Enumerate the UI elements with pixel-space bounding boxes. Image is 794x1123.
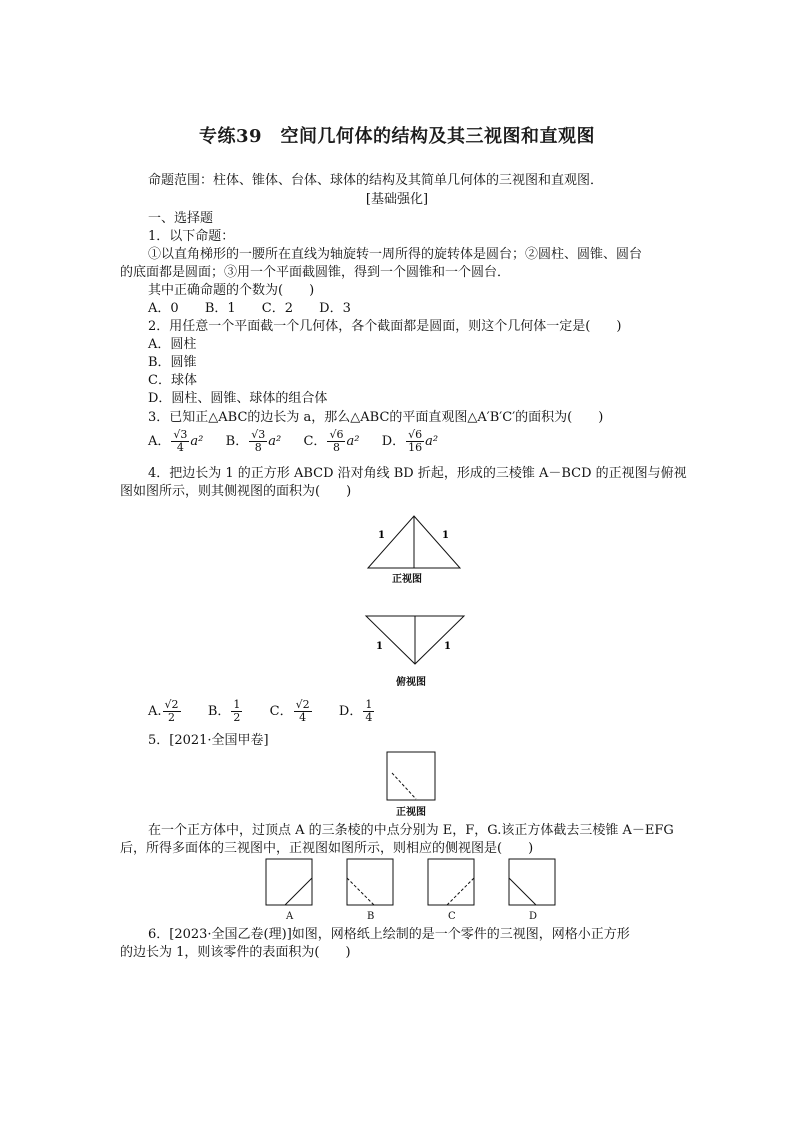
q4-option-c[interactable]: C． $\frac{√2}{4}$ bbox=[269, 698, 310, 724]
q4-option-d[interactable]: D． $\frac{1}{4}$ bbox=[338, 698, 373, 724]
q3-stem: 3．已知正△ABC的边长为 a，那么△ABC的平面直观图△A′B′C′的面积为( ) bbox=[148, 410, 604, 425]
q5-choice-a-figure[interactable] bbox=[265, 858, 315, 908]
q1-option-b[interactable]: B．1 bbox=[204, 301, 236, 316]
q1-line2: 的底面都是圆面；③用一个平面截圆锥，得到一个圆锥和一个圆台． bbox=[120, 265, 511, 280]
q1-options bbox=[148, 300, 373, 318]
q4-line1: 4．把边长为 1 的正方形 ABCD 沿对角线 BD 折起，形成的三棱锥 A－BCD 的正视图与俯视 bbox=[148, 466, 687, 481]
q1-line3: 其中正确命题的个数为( ) bbox=[148, 283, 315, 298]
front-view-edge-left-label: 1 bbox=[378, 530, 385, 541]
q2-stem: 2．用任意一个平面截一个几何体，各个截面都是圆面，则这个几何体一定是( ) bbox=[148, 319, 622, 334]
q5-choice-d-figure[interactable] bbox=[508, 858, 558, 908]
q5-stem: 5．[2021·全国甲卷] bbox=[148, 733, 269, 748]
q5-line1: 在一个正方体中，过顶点 A 的三条棱的中点分别为 E，F，G.该正方体截去三棱锥 A－EFG bbox=[148, 823, 674, 838]
q5-front-square bbox=[387, 752, 435, 800]
q1-stem: 1．以下命题： bbox=[148, 229, 235, 244]
q1-line1: ①以直角梯形的一腰所在直线为轴旋转一周所得的旋转体是圆台；②圆柱、圆锥、圆台 bbox=[148, 247, 643, 262]
q3-option-c[interactable]: C． $\frac{√6}{8}$ a² bbox=[303, 428, 360, 454]
q4-line2: 图如图所示，则其侧视图的面积为( ) bbox=[120, 484, 352, 499]
q1-option-c[interactable]: C．2 bbox=[261, 301, 293, 316]
q4-top-view-caption: 俯视图 bbox=[396, 677, 426, 688]
top-view-edge-right-label: 1 bbox=[444, 641, 451, 652]
q5-choice-b-figure[interactable] bbox=[346, 858, 396, 908]
q5-choice-b-label[interactable]: B bbox=[367, 911, 375, 922]
q5-choice-c-label[interactable]: C bbox=[448, 911, 456, 922]
q6-line1: 6．[2023·全国乙卷(理)]如图，网格纸上绘制的是一个零件的三视图，网格小正方形 bbox=[148, 927, 630, 942]
q3-options bbox=[148, 428, 438, 456]
q1-option-a[interactable]: A．0 bbox=[148, 301, 179, 316]
q4-option-b[interactable]: B． $\frac{1}{2}$ bbox=[207, 698, 241, 724]
q2-option-d[interactable]: D．圆柱、圆锥、球体的组合体 bbox=[148, 391, 328, 406]
top-view-edge-left-label: 1 bbox=[376, 641, 383, 652]
q5-choice-c-figure[interactable] bbox=[427, 858, 477, 908]
section-tag: [基础强化] bbox=[365, 192, 429, 207]
q2-option-c[interactable]: C．球体 bbox=[148, 373, 197, 388]
q3-option-a[interactable]: A． $\frac{√3}{4}$ a² bbox=[148, 428, 204, 454]
scope-text: 命题范围：柱体、锥体、台体、球体的结构及其简单几何体的三视图和直观图． bbox=[148, 173, 604, 188]
q4-options bbox=[148, 694, 375, 730]
q2-option-a[interactable]: A．圆柱 bbox=[148, 337, 197, 352]
q4-option-a[interactable]: A. $\frac{√2}{2}$ bbox=[148, 698, 179, 724]
q3-option-d[interactable]: D． $\frac{√6}{16}$ a² bbox=[381, 428, 439, 454]
q3-option-b[interactable]: B． $\frac{√3}{8}$ a² bbox=[225, 428, 282, 454]
q6-line2: 的边长为 1，则该零件的表面积为( ) bbox=[120, 945, 351, 960]
page-title: 专练39 空间几何体的结构及其三视图和直观图 bbox=[198, 126, 596, 147]
q4-top-view-figure bbox=[360, 610, 470, 672]
q5-choice-d-label[interactable]: D bbox=[529, 911, 538, 922]
q4-front-view-caption: 正视图 bbox=[392, 574, 422, 585]
q2-option-b[interactable]: B．圆锥 bbox=[148, 355, 197, 370]
part-heading: 一、选择题 bbox=[148, 211, 214, 226]
q1-option-d[interactable]: D．3 bbox=[319, 301, 351, 316]
q5-front-view-figure bbox=[386, 751, 438, 803]
q5-front-hidden-edge bbox=[392, 773, 416, 799]
q5-choice-a-label[interactable]: A bbox=[286, 911, 294, 922]
q5-line2: 后，所得多面体的三视图中，正视图如图所示，则相应的侧视图是( ) bbox=[120, 841, 534, 856]
q5-front-view-caption: 正视图 bbox=[396, 807, 426, 818]
front-view-edge-right-label: 1 bbox=[442, 530, 449, 541]
